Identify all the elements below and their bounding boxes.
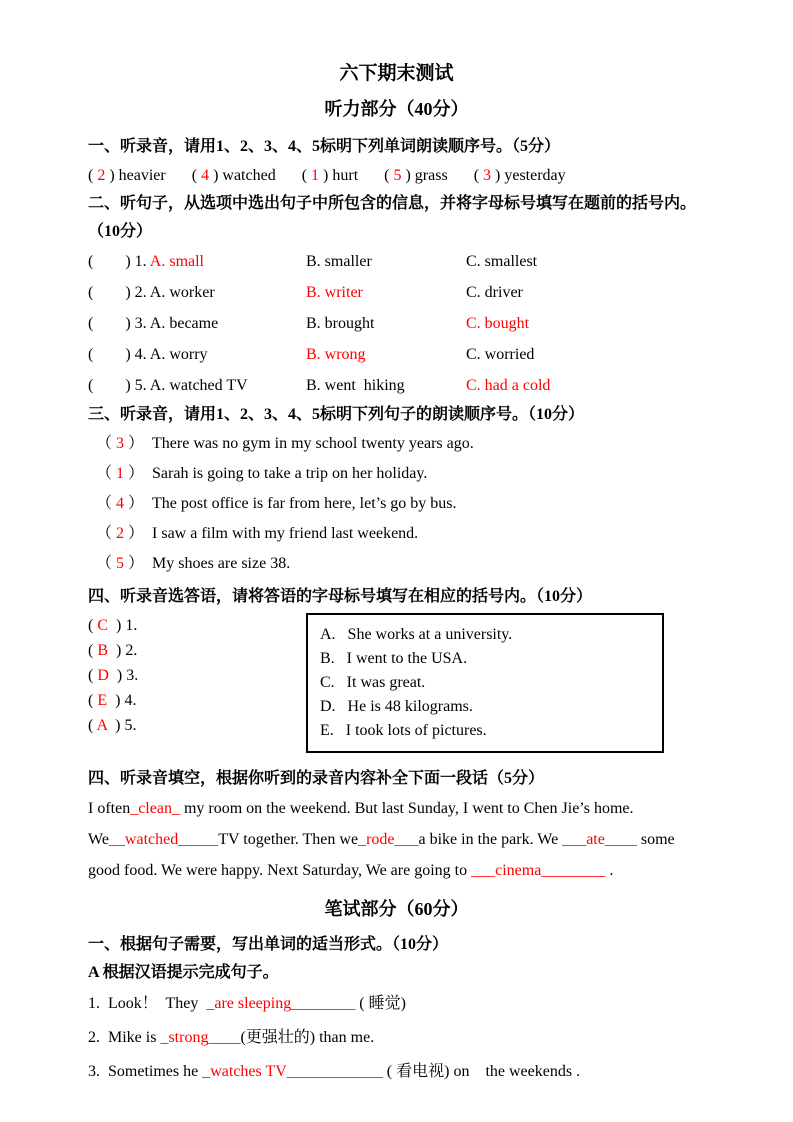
bracket: ( <box>88 692 98 709</box>
text: some <box>636 831 675 848</box>
bracket: （ <box>96 495 117 512</box>
option-b: B. went hiking <box>306 377 405 394</box>
item-number: ) 5. <box>107 717 137 734</box>
option-a: A. watched TV <box>149 377 248 394</box>
written-item-1 <box>88 987 705 1021</box>
doc-title: 六下期末测试 <box>339 63 454 84</box>
fill-line-3 <box>88 855 705 886</box>
text: a bike in the park. We <box>418 831 563 848</box>
answer-bracket: ( ) 1. <box>88 253 150 270</box>
blank-answer: _clean_ <box>130 800 180 817</box>
q4-option: D. He is 48 kilograms. <box>320 698 473 715</box>
listening-q2-heading: 二、听句子，从选项中选出句子中所包含的信息，并将字母标号填写在题前的括号内。（10分） <box>88 195 697 240</box>
bracket: ( <box>191 167 202 184</box>
blank-answer: _watches TV____________ <box>202 1063 383 1080</box>
text: ( 看电视) on the weekends . <box>382 1063 581 1080</box>
written-part-header: 笔试部分（60分） <box>324 899 469 919</box>
row-left <box>88 246 306 277</box>
listening-q1-heading: 一、听录音，请用1、2、3、4、5标明下列单词朗读顺序号。（5分） <box>88 138 561 155</box>
q4-option: A. She works at a university. <box>320 626 513 643</box>
bracket: （ <box>96 435 117 452</box>
sentence-order-item <box>88 549 705 579</box>
answer-letter: B <box>97 642 108 659</box>
item-number: ) 1. <box>108 617 138 634</box>
row-left <box>88 277 306 308</box>
text: my room on the weekend. But last Sunday, I went to Chen Jie’s home. <box>179 800 634 817</box>
order-number-answer: 1 <box>116 465 125 482</box>
sentence-order-item <box>88 459 705 489</box>
text: 3. Sometimes he <box>88 1063 203 1080</box>
blank-answer: _strong____ <box>160 1029 241 1046</box>
answer-letter: A <box>96 717 108 734</box>
written-item-3 <box>88 1055 705 1089</box>
sentence-text: ） There was no gym in my school twenty years ago. <box>124 435 474 452</box>
word-label: ) yesterday <box>491 167 566 184</box>
blank-answer: __watched_____ <box>108 831 219 848</box>
q4-area <box>88 613 705 753</box>
bracket: ( <box>473 167 484 184</box>
bracket: ( <box>88 667 98 684</box>
sentence-text: ） Sarah is going to take a trip on her holiday. <box>124 465 428 482</box>
sentence-text: ） My shoes are size 38. <box>124 555 291 572</box>
q5-fill-paragraph <box>88 793 705 886</box>
q2-option-row <box>88 308 705 339</box>
listening-q5-heading: 四、听录音填空，根据你听到的录音内容补全下面一段话（5分） <box>88 770 545 787</box>
word-order-item <box>88 161 166 190</box>
q4-answer-item <box>88 713 306 738</box>
q2-option-row <box>88 370 705 401</box>
bracket: ( <box>88 167 98 184</box>
option-a: A. worker <box>149 284 215 301</box>
order-number-answer: 3 <box>483 167 492 184</box>
order-number-answer: 3 <box>116 435 125 452</box>
answer-bracket: ( ) 4. <box>88 346 150 363</box>
q2-option-rows <box>88 246 705 401</box>
option-b: B. wrong <box>306 346 366 363</box>
option-b: B. writer <box>306 284 363 301</box>
written-q1-sub-heading: A 根据汉语提示完成句子。 <box>88 964 279 981</box>
text: TV together. Then we <box>218 831 359 848</box>
word-order-item <box>192 161 276 190</box>
order-number-answer: 5 <box>116 555 125 572</box>
order-number-answer: 4 <box>201 167 210 184</box>
answer-bracket: ( ) 2. <box>88 284 150 301</box>
option-c: C. worried <box>466 346 535 363</box>
listening-q3-heading: 三、听录音，请用1、2、3、4、5标明下列句子的朗读顺序号。（10分） <box>88 406 585 423</box>
sentence-text: ） The post office is far from here, let’s go by bus. <box>124 495 457 512</box>
option-a: A. became <box>149 315 219 332</box>
q4-answer-item <box>88 613 306 638</box>
text: I often <box>88 800 131 817</box>
listening-part-header: 听力部分（40分） <box>324 99 469 119</box>
sentence-order-item <box>88 489 705 519</box>
row-left <box>88 370 306 401</box>
word-label: ) heavier <box>105 167 166 184</box>
written-items <box>88 987 705 1089</box>
q2-option-row <box>88 339 705 370</box>
q4-option: C. It was great. <box>320 674 426 691</box>
text: (更强壮的) than me. <box>240 1029 375 1046</box>
blank-answer: _rode___ <box>358 831 419 848</box>
q4-options-box <box>306 613 664 753</box>
bracket: （ <box>96 465 117 482</box>
q1-word-order-items <box>88 161 705 190</box>
answer-bracket: ( ) 5. <box>88 377 150 394</box>
written-q1-heading: 一、根据句子需要，写出单词的适当形式。（10分） <box>88 936 449 953</box>
text: . <box>605 862 614 879</box>
option-c: C. had a cold <box>466 377 551 394</box>
order-number-answer: 1 <box>311 167 320 184</box>
blank-answer: ___cinema________ <box>471 862 606 879</box>
bracket: （ <box>96 555 117 572</box>
item-number: ) 2. <box>108 642 138 659</box>
item-number: ) 3. <box>108 667 139 684</box>
q2-option-row <box>88 277 705 308</box>
text: ( 睡觉) <box>355 995 406 1012</box>
written-item-2 <box>88 1021 705 1055</box>
order-number-answer: 4 <box>116 495 125 512</box>
option-b: B. smaller <box>306 253 372 270</box>
option-c: C. driver <box>466 284 523 301</box>
answer-letter: E <box>97 692 108 709</box>
row-left <box>88 339 306 370</box>
q4-answer-item <box>88 688 306 713</box>
bracket: ( <box>88 617 98 634</box>
text: We <box>88 831 109 848</box>
order-number-answer: 2 <box>116 525 125 542</box>
item-number: ) 4. <box>107 692 137 709</box>
text: 2. Mike is <box>88 1029 161 1046</box>
word-label: ) watched <box>209 167 276 184</box>
blank-answer: _are sleeping________ <box>206 995 356 1012</box>
text: 1. Look！ They <box>88 995 207 1012</box>
bracket: ( <box>301 167 312 184</box>
row-left <box>88 308 306 339</box>
listening-q4-heading: 四、听录音选答语，请将答语的字母标号填写在相应的括号内。（10分） <box>88 588 593 605</box>
option-c: C. smallest <box>466 253 538 270</box>
answer-letter: C <box>97 617 108 634</box>
blank-answer: ___ate____ <box>562 831 637 848</box>
word-label: ) grass <box>401 167 448 184</box>
fill-line-1 <box>88 793 705 824</box>
option-c: C. bought <box>466 315 530 332</box>
sentence-text: ） I saw a film with my friend last weekend. <box>124 525 419 542</box>
q4-answer-item <box>88 663 306 688</box>
q3-sentence-order-items <box>88 429 705 579</box>
option-b: B. brought <box>306 315 375 332</box>
word-label: ) hurt <box>319 167 359 184</box>
q4-option: B. I went to the USA. <box>320 650 468 667</box>
text: good food. We were happy. Next Saturday, We are going to <box>88 862 472 879</box>
q4-option: E. I took lots of pictures. <box>320 722 487 739</box>
order-number-answer: 2 <box>97 167 106 184</box>
option-a: A. small <box>149 253 204 270</box>
sentence-order-item <box>88 519 705 549</box>
word-order-item <box>302 161 358 190</box>
answer-bracket: ( ) 3. <box>88 315 150 332</box>
word-order-item <box>384 161 448 190</box>
bracket: ( <box>384 167 394 184</box>
fill-line-2 <box>88 824 705 855</box>
q4-answer-item <box>88 638 306 663</box>
q4-answer-list <box>88 613 306 738</box>
sentence-order-item <box>88 429 705 459</box>
option-a: A. worry <box>149 346 208 363</box>
answer-letter: D <box>97 667 109 684</box>
bracket: （ <box>96 525 117 542</box>
word-order-item <box>474 161 566 190</box>
bracket: ( <box>88 642 98 659</box>
order-number-answer: 5 <box>393 167 402 184</box>
q2-option-row <box>88 246 705 277</box>
bracket: ( <box>88 717 97 734</box>
